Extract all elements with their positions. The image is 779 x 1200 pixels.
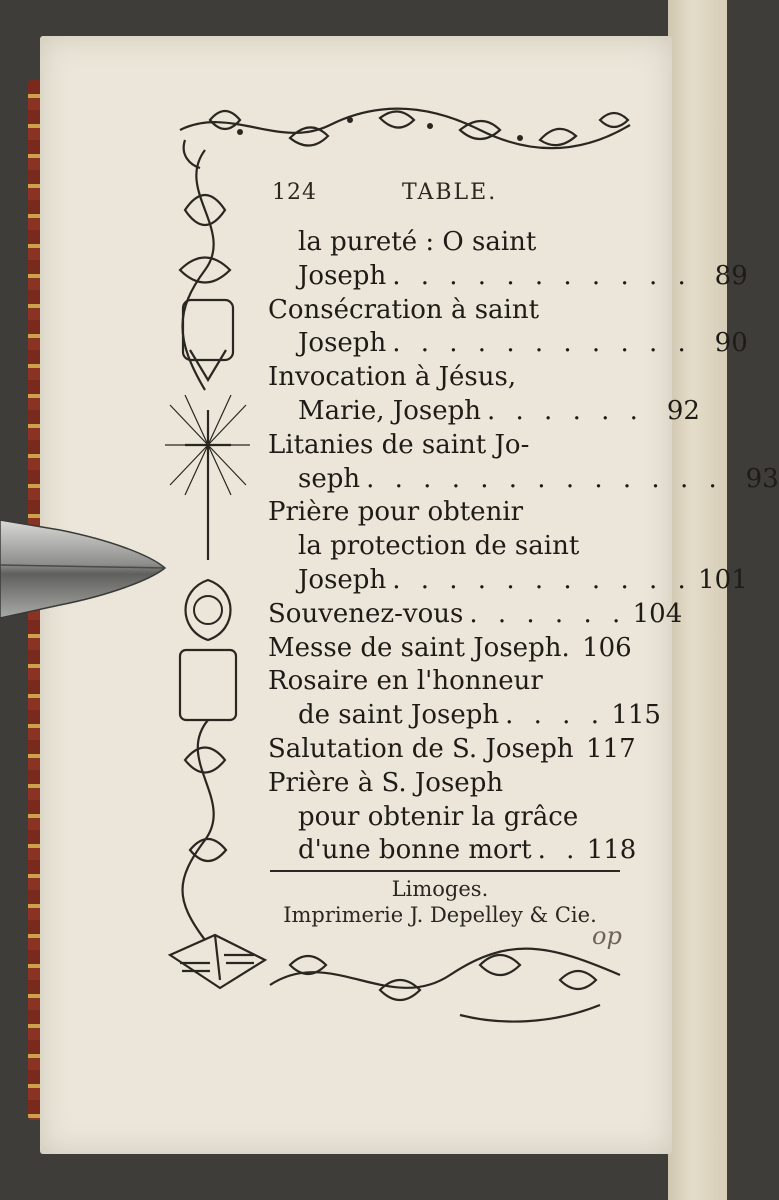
toc-page-number: 89: [714, 260, 748, 291]
toc-entry: [268, 226, 748, 294]
toc-page-number: 90: [714, 328, 748, 359]
toc-entry: [268, 598, 683, 632]
leader-dots: . . . . . . . . . . .: [392, 260, 692, 291]
knife-blade-pointer: [0, 510, 170, 620]
toc-line: Invocation à Jésus,: [268, 362, 517, 393]
toc-line: Marie, Joseph . . . . . . 92: [268, 395, 624, 429]
imprint-city: Limoges.: [391, 877, 489, 901]
toc-line: seph . . . . . . . . . . . . . 93: [268, 463, 624, 497]
toc-page-number: 104: [632, 598, 683, 629]
pencil-mark: [588, 920, 638, 954]
toc-line: la pureté : O saint: [298, 227, 537, 257]
toc-page-number: 118: [586, 835, 637, 866]
toc-line: Joseph . . . . . . . . . . . 90: [268, 327, 624, 361]
toc-entry: [268, 294, 748, 362]
toc-line: Rosaire en l'honneur: [268, 666, 543, 697]
toc-page-number: 93: [745, 463, 779, 494]
toc-line: Souvenez-vous . . . . . . 104: [268, 598, 624, 632]
page-number: 124: [272, 180, 317, 205]
leader-dots: . . . . . . . . . . .: [392, 328, 692, 359]
toc-line: Prière à S. Joseph: [268, 767, 504, 798]
toc-entry: [268, 361, 700, 429]
toc-line: d'une bonne mort . . 118: [268, 834, 624, 868]
toc-line: Prière pour obtenir: [268, 497, 524, 528]
toc-line: Salutation de S. Joseph 117: [268, 733, 624, 767]
toc-page-number: 117: [586, 733, 636, 764]
toc-line: pour obtenir la grâce: [298, 801, 579, 832]
svg-text:op: op: [592, 922, 622, 950]
imprint: [250, 876, 630, 928]
toc-line: de saint Joseph . . . . 115: [268, 699, 624, 733]
toc-line: Joseph . . . . . . . . . . . 89: [268, 260, 624, 294]
toc-line: Consécration à saint: [268, 294, 540, 325]
leader-dots: . .: [537, 835, 581, 866]
leader-dots: . . . . . .: [469, 598, 627, 629]
toc-page-number: 106: [582, 632, 632, 663]
page-title: TABLE.: [402, 180, 498, 205]
toc-entry: [268, 429, 779, 497]
toc-entry: [268, 767, 637, 868]
toc-line: la protection de saint: [298, 531, 580, 562]
leader-dots: . . . . . .: [486, 395, 644, 426]
page-header: [230, 168, 620, 208]
toc-line: Litanies de saint Jo-: [268, 429, 530, 460]
toc-entry: [268, 733, 636, 767]
imprint-printer: Imprimerie J. Depelley & Cie.: [283, 903, 597, 927]
leader-dots: . . . .: [505, 700, 605, 731]
toc-page-number: 92: [666, 395, 700, 426]
toc-entry: [268, 665, 661, 733]
horizontal-rule: [270, 870, 620, 872]
bottom-floral-ornament-with-book: [160, 925, 630, 1035]
toc-line: Joseph . . . . . . . . . . . 101: [268, 564, 624, 598]
table-of-contents: [268, 226, 779, 868]
leader-dots: . . . . . . . . . . . . .: [366, 463, 723, 494]
leader-dots: . . . . . . . . . . .: [392, 564, 692, 595]
left-floral-column-ornament: [165, 150, 250, 950]
toc-line: Messe de saint Joseph. 106: [268, 632, 624, 666]
toc-entry: [268, 496, 748, 597]
toc-entry: [268, 632, 632, 666]
toc-page-number: 101: [698, 564, 748, 595]
toc-page-number: 115: [611, 700, 661, 731]
